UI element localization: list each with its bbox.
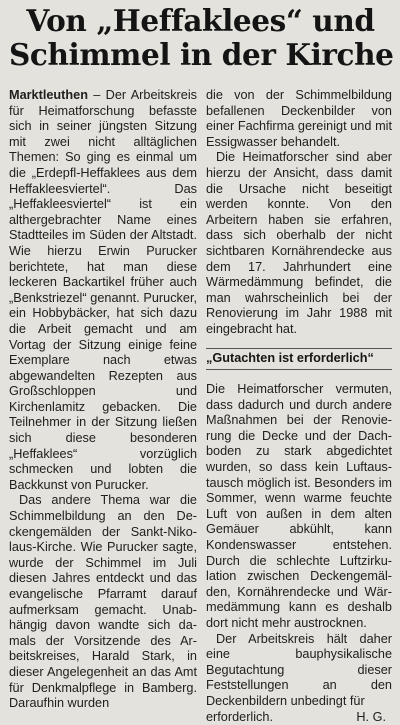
paragraph-mold: Das andere Thema war die Schimmelbildung an den Deckengemälden der Sankt-Nikolaus-Kirche. Wie Purucker sagte, wurde der Schimmel im Juli diesen Jahres entdeckt und das evangelische Pfarramt darauf aufmerksam gemacht. Unabhängig davon wandte sich damals der Vorsitzende des Arbeitskreises, Harald Stark, in dieser Angelegenheit an das Amt für Denkmalpflege in Bamberg. Daraufhin wurden — [9, 493, 197, 711]
subheading-box — [206, 348, 392, 371]
paragraph-cleaning: die von der Schimmelbildung befallenen Deckenbilder von einer Fachfirma gereinigt und mit Essigwasser behandelt. — [206, 88, 392, 149]
article-body — [9, 88, 392, 725]
subheading: „Gutachten ist erforderlich“ — [206, 350, 374, 365]
paragraph-suspicion: Die Heimatforscher vermuten, dass dadurch und durch andere Maßnahmen bei der Renovierung die Decke und der Dachboden zu stark abgedichtet wurden, so dass kein Luftaustausch möglich ist. Besonders im Sommer, wenn warme feuchte Luft von außen in dem alten Gemäuer abkühlt, kann Kondenswasser entstehen. Durch die schlechte Luftzirkulation zwischen Deckengemälden, Kornährendecke und Wärmedämmung kann es deshalb dort nicht mehr austrocknen. — [206, 382, 392, 630]
headline-line-1: Von „Heffaklees“ und — [26, 3, 375, 38]
closing-word: erforderlich. — [206, 709, 273, 724]
paragraph-intro — [9, 88, 197, 493]
headline-line-2: Schimmel in der Kirche — [9, 37, 394, 72]
right-column — [206, 88, 392, 725]
closing-line — [206, 710, 392, 725]
dateline: Marktleuthen — [9, 88, 88, 102]
author-initials: H. G. — [356, 709, 386, 724]
paragraph-opinion: Die Heimatforscher sind aber hierzu der Ansicht, dass damit die Ursache nicht beseitigt werden konnte. Von den Arbeitern haben sie erfahren, dass sich oberhalb der nicht sichtbaren Kornährendecke aus dem 17. Jahrhundert eine Wärmedämmung befindet, die man wahrscheinlich bei der Renovierung im Jahr 1988 mit eingebracht hat. — [206, 150, 392, 336]
article-headline — [9, 4, 392, 72]
paragraph-conclusion: Der Arbeitskreis hält daher eine bauphysikalische Begutachtung dieser Feststellungen an den Deckenbildern unbedingt für — [206, 631, 392, 708]
left-column — [9, 88, 197, 725]
intro-text: – Der Arbeitskreis für Heimatforschung befasste sich in seiner jüngsten Sitzung mit zwei nicht alltäglichen Themen: So ging es einmal um die „Erdepfl-Heffaklees aus dem Heffakleesviertel“. Das „Heffakleesviertel“ ist ein althergebrachter Name eines Stadtteiles im Süden der Altstadt. Wie hierzu Erwin Purucker berichtete, hat man diese leckeren Backartikel früher auch „Benkstriezel“ genannt. Purucker, ein Hobbybäcker, hat sich dazu die Arbeit gemacht und am Vortag der Sitzung einige feine Exemplare nach etwas abgewandelten Rezepten aus Großschloppen und Kirchenlamitz gebacken. Die Teilnehmer in der Sitzung ließen sich diese besonderen „Heffaklees“ vorzüglich schmecken und lobten die Backkunst von Purucker. — [9, 88, 197, 492]
